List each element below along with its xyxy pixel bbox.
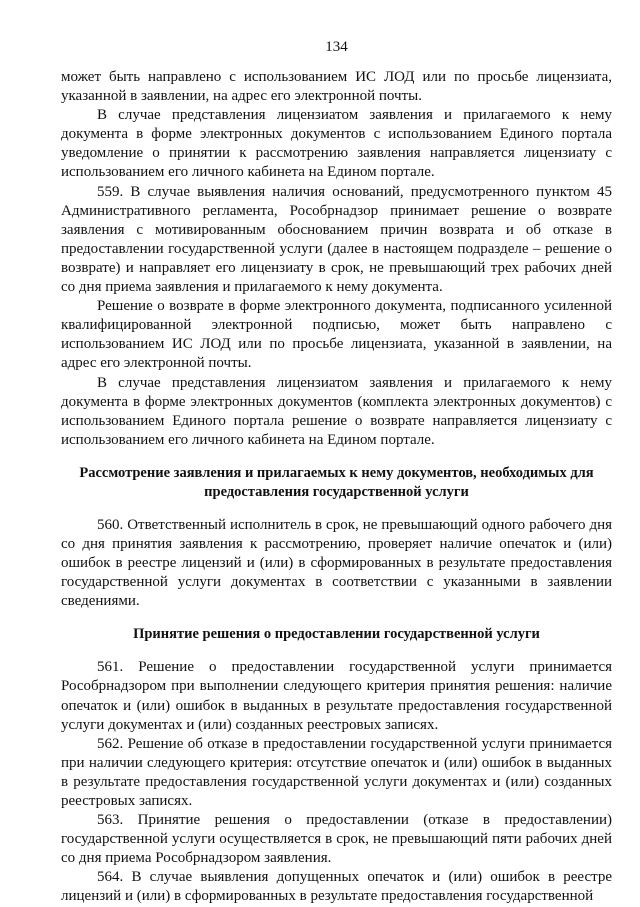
paragraph: 561. Решение о предоставлении государственной услуги принимается Рособрнадзором при выполнении следующего критерия принятия решения: наличие опечаток и (или) ошибок в выданных в результате предоставления государственной услуги документах и (или) созданных реестровых записях.: [61, 659, 612, 733]
paragraph: 559. В случае выявления наличия оснований, предусмотренного пунктом 45 Административного регламента, Рособрнадзор принимает решение о возврате заявления с мотивированным обоснованием причин возврата и об отказе в предоставлении государственной услуги (далее в настоящем подразделе – решение о возврате) и направляет его лицензиату в срок, не превышающий трех рабочих дней со дня приема заявления и прилагаемого к нему документа.: [61, 183, 612, 296]
paragraph: может быть направлено с использованием ИС ЛОД или по просьбе лицензиата, указанной в заявлении, на адрес его электронной почты.: [61, 69, 612, 105]
section-bottom: [61, 658, 612, 906]
section-heading-review: Рассмотрение заявления и прилагаемых к нему документов, необходимых для предоставления государственной услуги: [79, 464, 594, 500]
paragraph: 562. Решение об отказе в предоставлении государственной услуги принимается при наличии следующего критерия: отсутствие опечаток и (или) ошибок в выданных в результате предоставления государственной услуги документах и (или) созданных реестровых записях.: [61, 735, 612, 809]
section-top: [61, 68, 612, 450]
section-middle: [61, 516, 612, 611]
paragraph: 564. В случае выявления допущенных опечаток и (или) ошибок в реестре лицензий и (или) в сформированных в результате предоставления государственной: [61, 869, 612, 905]
paragraph: В случае представления лицензиатом заявления и прилагаемого к нему документа в форме электронных документов с использованием Единого портала уведомление о принятии к рассмотрению заявления направляется лицензиату с использованием его личного кабинета на Едином портале.: [61, 107, 612, 181]
paragraph: 563. Принятие решения о предоставлении (отказе в предоставлении) государственной услуги осуществляется в срок, не превышающий пяти рабочих дней со дня приема Рособрнадзором заявления.: [61, 812, 612, 867]
paragraph: 560. Ответственный исполнитель в срок, не превышающий одного рабочего дня со дня принятия заявления к рассмотрению, проверяет наличие опечаток и (или) ошибок в реестре лицензий и (или) в сформированных в результате предоставления государственной услуги документах в соответствии с указанными в заявлении сведениями.: [61, 516, 612, 610]
page-number: 134: [325, 39, 348, 55]
paragraph: В случае представления лицензиатом заявления и прилагаемого к нему документа в форме электронных документов (комплекта электронных документов) с использованием Единого портала решение о возврате направляется лицензиату с использованием его личного кабинета на Едином портале.: [61, 374, 612, 448]
section-heading-decision: Принятие решения о предоставлении государственной услуги: [133, 626, 540, 643]
paragraph: Решение о возврате в форме электронного документа, подписанного усиленной квалифицированной электронной подписью, может быть направлено с использованием ИС ЛОД или по просьбе лицензиата, указанной в заявлении, на адрес его электронной почты.: [61, 298, 612, 372]
